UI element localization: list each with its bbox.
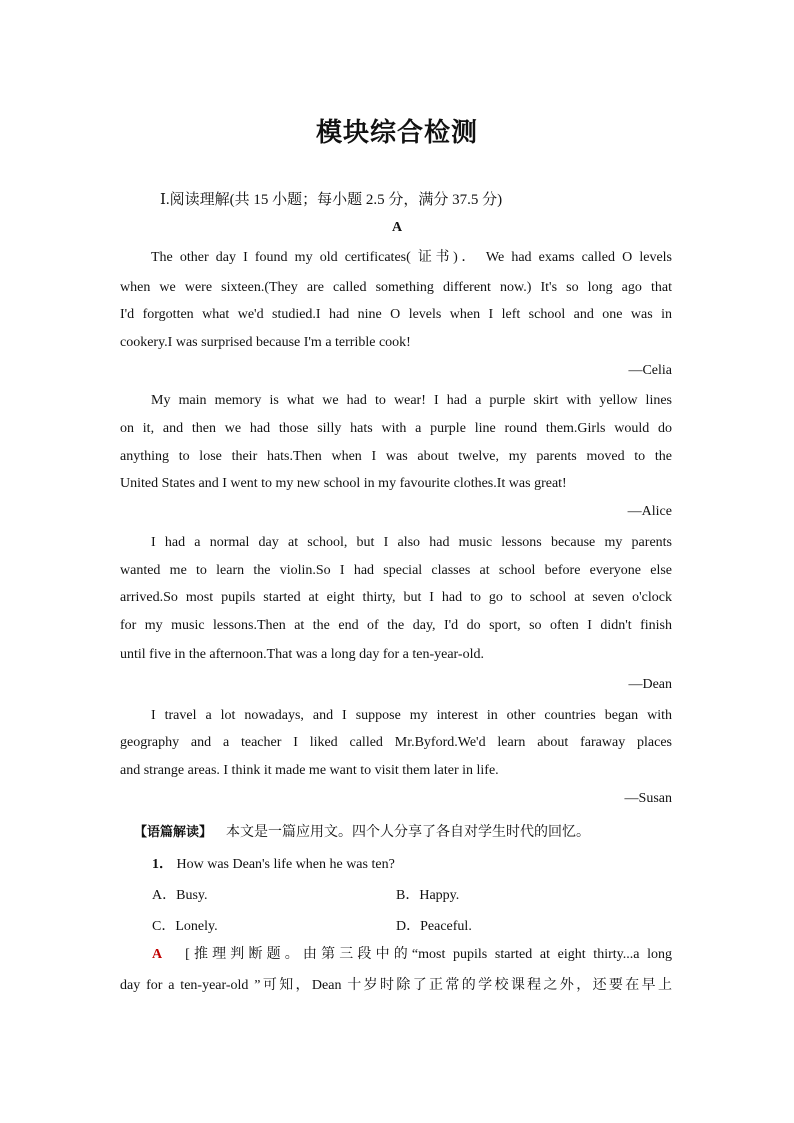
question-text: How was Dean's life when he was ten? bbox=[176, 857, 395, 872]
paragraph-line: until five in the afternoon.That was a long day for a ten-year-old. bbox=[120, 647, 484, 662]
analysis-tag: 【语篇解读】 bbox=[134, 825, 213, 840]
page-title: 模块综合检测 bbox=[315, 118, 478, 148]
answer-line bbox=[152, 946, 672, 964]
signature: —Celia bbox=[628, 363, 672, 378]
question-number: 1． bbox=[152, 857, 173, 872]
paragraph-line: wanted me to learn the violin.So I had special classes at school before everyone else bbox=[120, 563, 672, 578]
paragraph-line: arrived.So most pupils started at eight thirty, but I had to go to school at seven o'clock bbox=[120, 590, 672, 605]
paragraph-line: for my music lessons.Then at the end of the day, I'd do sport, so often I didn't finish bbox=[120, 618, 672, 633]
paragraph-line: I had a normal day at school, but I also had music lessons because my parents bbox=[151, 535, 672, 550]
answer-explanation-cont: day for a ten-year-old ”可知，Dean 十岁时除了正常的学校课程之外，还要在早上 bbox=[120, 978, 672, 993]
paragraph-line: on it, and then we had those silly hats with a purple line round them.Girls would do bbox=[120, 421, 672, 436]
passage-analysis bbox=[134, 821, 590, 841]
paragraph-line: anything to lose their hats.Then when I was about twelve, my parents moved to the bbox=[120, 449, 672, 464]
option-b: B．Happy. bbox=[396, 888, 460, 903]
signature: —Susan bbox=[624, 791, 672, 806]
signature: —Alice bbox=[627, 504, 672, 519]
analysis-text: 本文是一篇应用文。四个人分享了各自对学生时代的回忆。 bbox=[226, 825, 591, 840]
answer-explanation: [推理判断题。由第三段中的“most pupils started at eight thirty...a long bbox=[185, 947, 672, 962]
question bbox=[152, 853, 395, 873]
paragraph-line: The other day I found my old certificates( 证书)． We had exams called O levels bbox=[151, 250, 672, 265]
option-a: A．Busy. bbox=[152, 888, 208, 903]
signature: —Dean bbox=[628, 677, 672, 692]
paragraph-line: and strange areas. I think it made me want to visit them later in life. bbox=[120, 763, 499, 778]
answer-letter: A bbox=[152, 947, 163, 962]
option-c: C．Lonely. bbox=[152, 919, 218, 934]
paragraph-line: My main memory is what we had to wear! I had a purple skirt with yellow lines bbox=[151, 393, 672, 408]
paragraph-line: when we were sixteen.(They are called something different now.) It's so long ago that bbox=[120, 280, 672, 295]
paragraph-line: cookery.I was surprised because I'm a terrible cook! bbox=[120, 335, 411, 350]
paragraph-line: geography and a teacher I liked called Mr.Byford.We'd learn about faraway places bbox=[120, 735, 672, 750]
part-label: A bbox=[391, 220, 403, 235]
option-d: D．Peaceful. bbox=[396, 919, 472, 934]
paragraph-line: I travel a lot nowadays, and I suppose my interest in other countries began with bbox=[151, 708, 672, 723]
section-heading: Ⅰ.阅读理解(共 15 小题；每小题 2.5 分，满分 37.5 分) bbox=[160, 192, 503, 208]
paragraph-line: I'd forgotten what we'd studied.I had nine O levels when I left school and one was in bbox=[120, 307, 672, 322]
paragraph-line: United States and I went to my new school in my favourite clothes.It was great! bbox=[120, 476, 567, 491]
